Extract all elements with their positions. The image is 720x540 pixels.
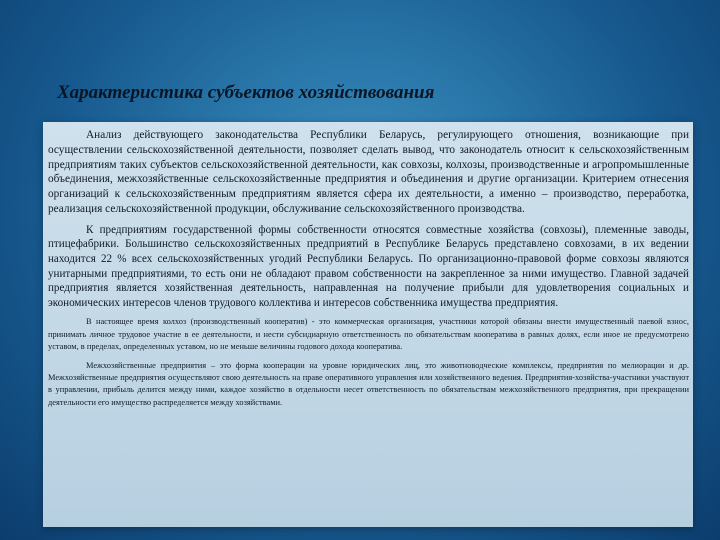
slide-title: Характеристика субъектов хозяйствования — [57, 82, 435, 103]
paragraph-state-enterprises: К предприятиям государственной формы собственности относятся совместные хозяйства (совхозы), племенные заводы, птицефабрики. Большинство сельскохозяйственных предприятий в Республике Беларусь представлено совхозами, в их ведении находится 22 % всех сельскохозяйственных угодий Республики Беларусь. По организационно-правовой форме совхозы являются унитарными предприятиями, то есть они не обладают правом собственности на закрепленное за ними имущество. Главной задачей предприятия является хозяйственная деятельность, направленная на получение прибыли для удовлетворения социальных и экономических интересов членов трудового коллектива и интересов собственника имущества предприятия. — [48, 223, 689, 309]
paragraph-kolkhoz: В настоящее время колхоз (производственный кооператив) - это коммерческая организация, участники которой обязаны внести имущественный паевой взнос, принимать личное трудовое участие в ее деятельности, и нести субсидиарную ответственность по обязательствам кооператива в равных долях, если иное не предусмотрено уставом, в пределах, определенных уставом, но не меньше величины годового дохода кооператива. — [48, 317, 689, 352]
slide-content — [48, 128, 689, 409]
paragraph-inter-farm: Межхозяйственные предприятия – это форма кооперации на уровне юридических лиц, это животноводческие комплексы, предприятия по мелиорации и др. Межхозяйственные предприятия осуществляют свою деятельность на праве оперативного управления или хозяйственного ведения. Предприятия-хозяйства-участники участвуют в управлении, прибыль делится между ними, каждое хозяйство в отдельности несет ответственность по обязательствам межхозяйственного предприятия, при прекращении деятельности его имущество распределяется между хозяйствами. — [48, 360, 689, 407]
paragraph-legislation: Анализ действующего законодательства Республики Беларусь, регулирующего отношения, возникающие при осуществлении сельскохозяйственной деятельности, позволяет сделать вывод, что законодатель относит к сельскохозяйственным предприятиям таких субъектов сельскохозяйственной деятельности, как совхозы, колхозы, производственные и агропромышленные объединения, межхозяйственные сельскохозяйственные предприятия и объединения и другие организации. Критерием отнесения организаций к сельскохозяйственным предприятиям является сфера их деятельности, а именно – производство, переработка, реализация сельскохозяйственной продукции, обслуживание сельскохозяйственного производства. — [48, 129, 689, 215]
